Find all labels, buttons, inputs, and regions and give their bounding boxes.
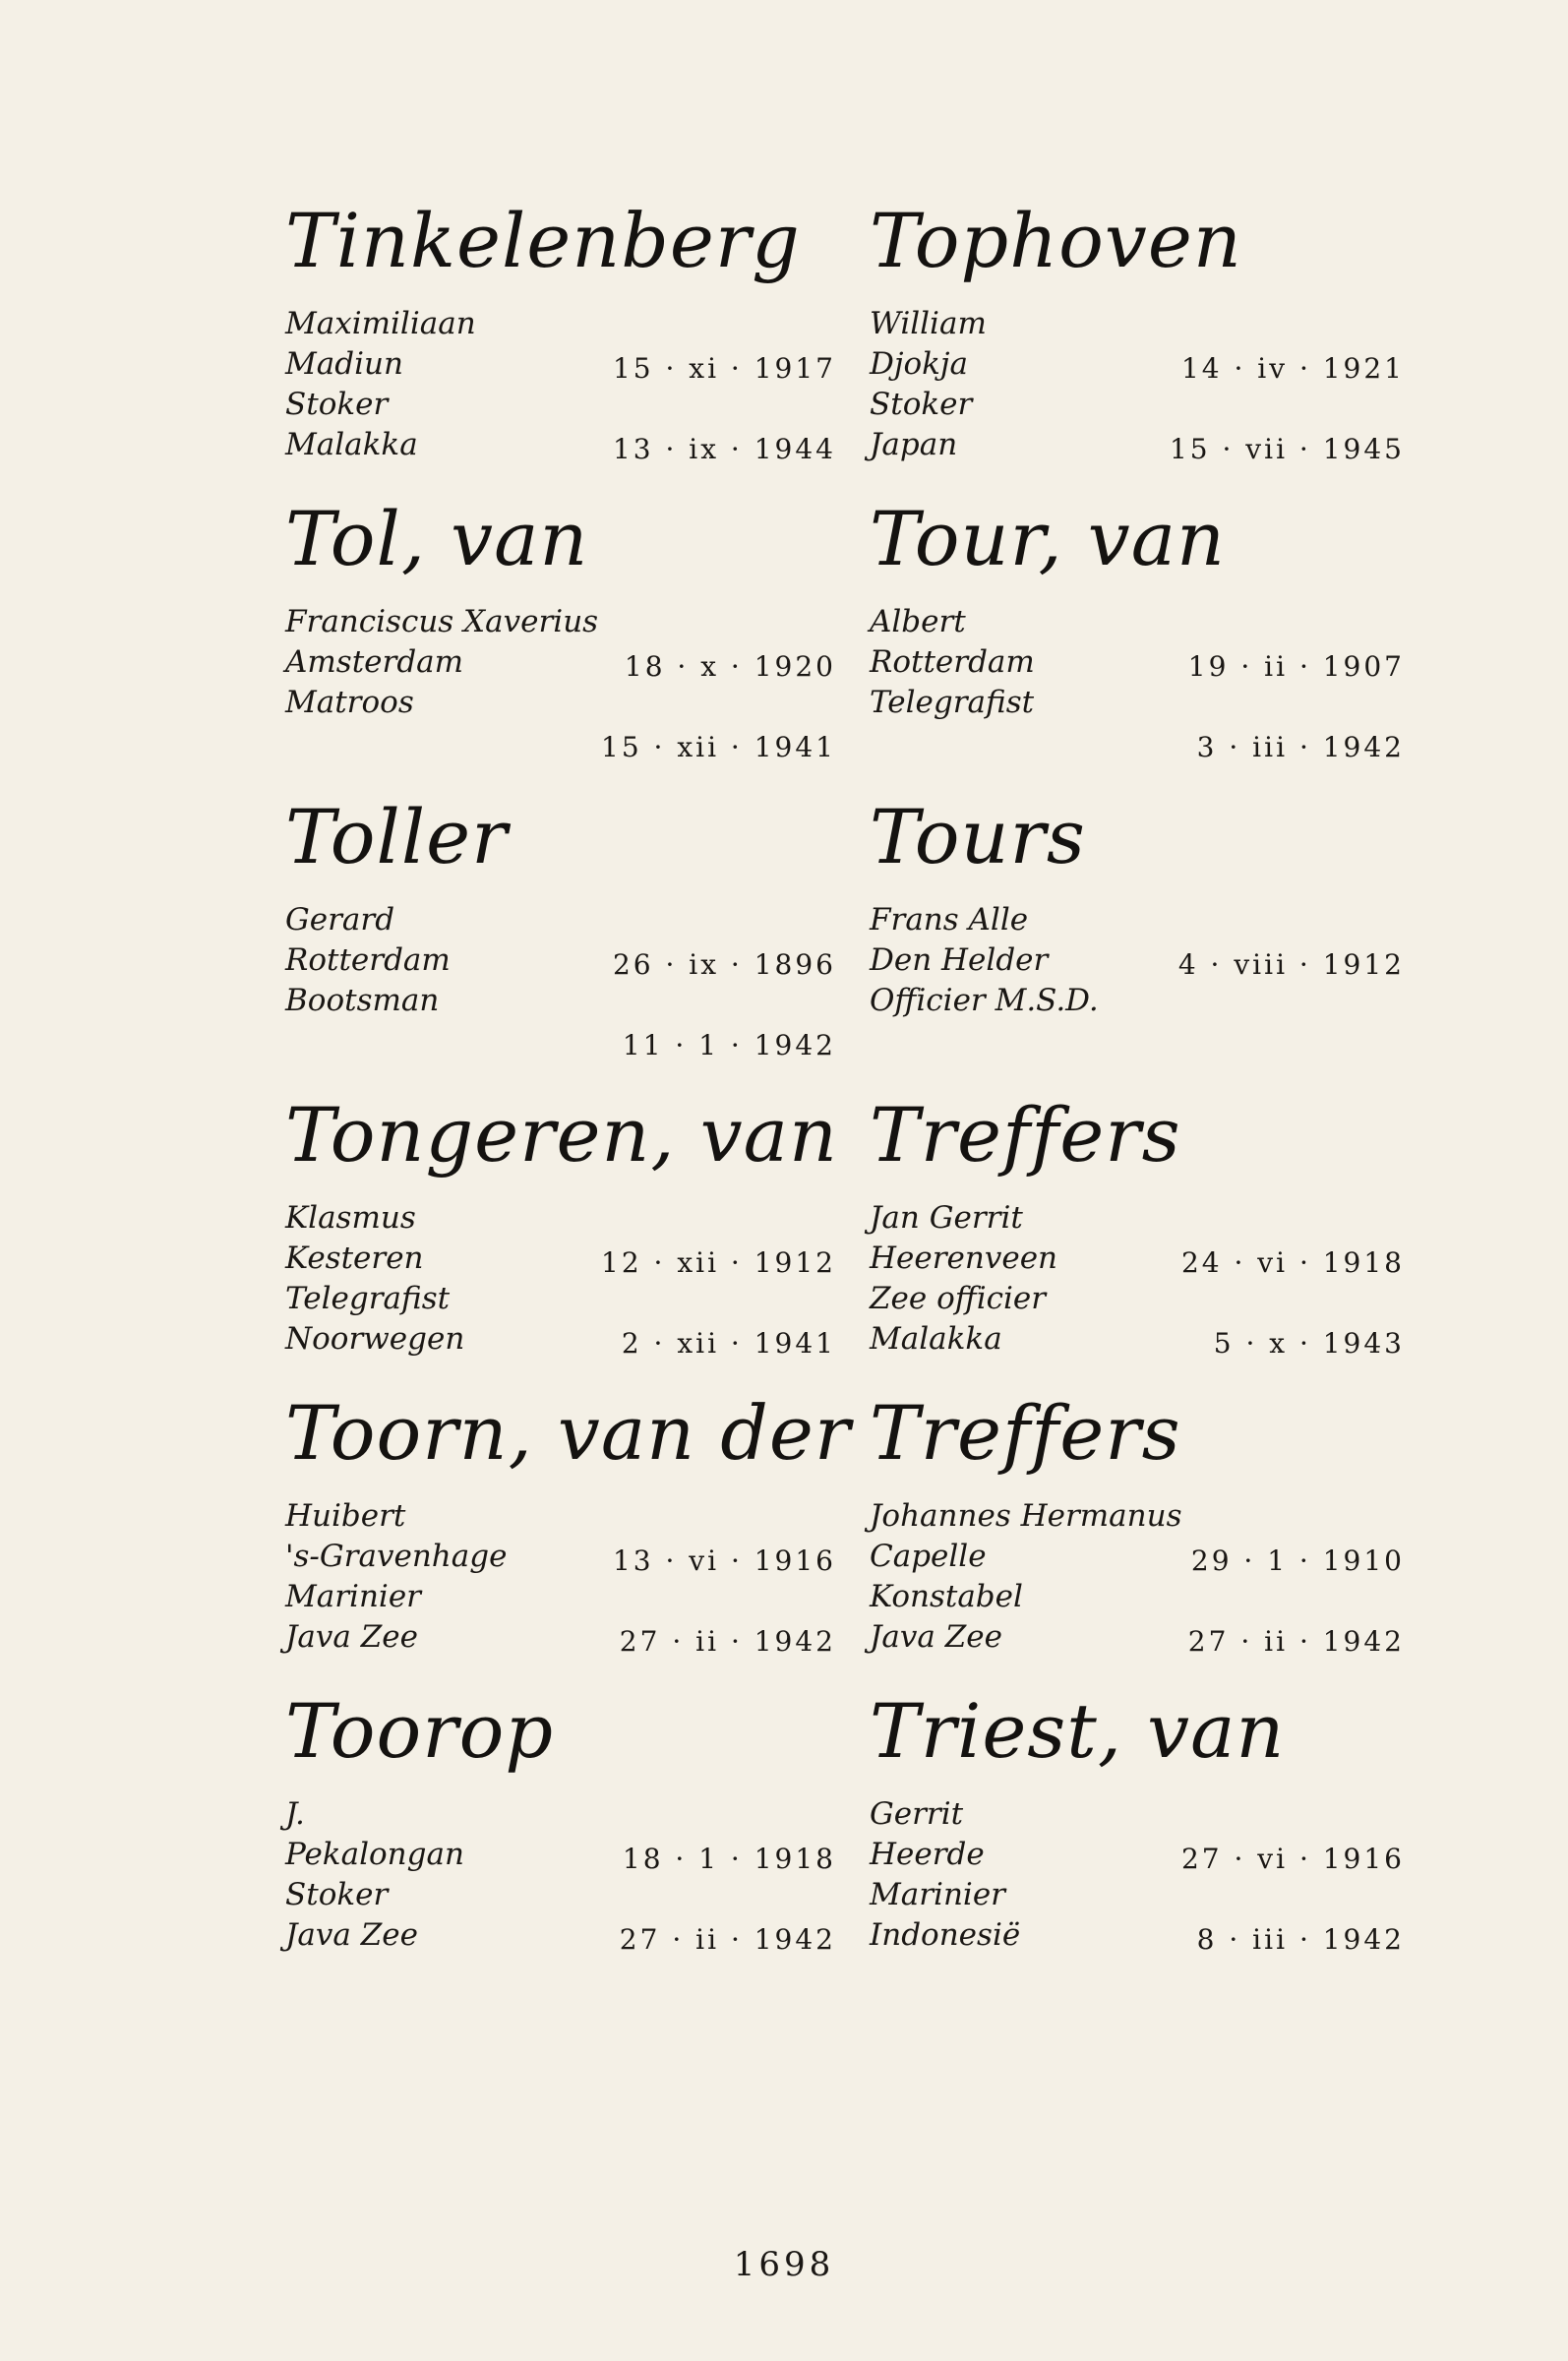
surname: Toller	[285, 793, 509, 880]
detail-line	[870, 1279, 1401, 1319]
detail-line	[285, 1319, 836, 1360]
detail-line	[870, 425, 1405, 465]
detail-line	[285, 1279, 836, 1319]
death-date: 27 · ii · 1942	[619, 1923, 836, 1956]
detail-line	[870, 1915, 1405, 1956]
surname: Treffers	[870, 1091, 1181, 1179]
surname: Triest, van	[870, 1687, 1286, 1775]
birth-date: 19 · ii · 1907	[1187, 650, 1405, 683]
detail-line	[870, 1319, 1405, 1360]
birth-date: 26 · ix · 1896	[612, 948, 836, 981]
detail-line	[285, 723, 836, 763]
death-date: 27 · ii · 1942	[1187, 1625, 1405, 1658]
entry-details	[870, 304, 1405, 465]
detail-line	[870, 1239, 1405, 1279]
place-of-death: Malakka	[285, 427, 418, 462]
memorial-entry	[285, 490, 836, 785]
page-number: 1698	[733, 2245, 835, 2284]
death-date: 13 · ix · 1944	[612, 433, 836, 465]
place-of-death: Japan	[870, 427, 958, 462]
detail-line	[870, 1875, 1401, 1915]
detail-line	[285, 1915, 836, 1956]
surname: Toorn, van der	[285, 1389, 852, 1477]
detail-line	[285, 425, 836, 465]
birthplace: Heerenveen	[870, 1241, 1058, 1276]
detail-line	[870, 344, 1405, 385]
birthplace: Madiun	[285, 346, 403, 382]
entry-details	[870, 1496, 1405, 1658]
entry-details	[285, 1496, 836, 1658]
detail-line	[870, 1198, 1401, 1239]
entry-details	[285, 1794, 836, 1956]
rank: Zee officier	[870, 1281, 1047, 1316]
given-names: Klasmus	[285, 1200, 416, 1236]
memorial-entry	[870, 1384, 1405, 1679]
birth-date: 27 · vi · 1916	[1180, 1843, 1405, 1875]
surname: Tinkelenberg	[285, 197, 801, 284]
given-names: Gerard	[285, 902, 395, 938]
death-date: 15 · vii · 1945	[1169, 433, 1405, 465]
detail-line	[285, 940, 836, 981]
surname: Tol, van	[285, 495, 589, 582]
birth-date: 18 · 1 · 1918	[622, 1843, 836, 1875]
entry-details	[285, 602, 836, 763]
detail-line	[870, 642, 1405, 683]
entry-details	[285, 900, 836, 1061]
detail-line	[285, 642, 836, 683]
birthplace: 's-Gravenhage	[285, 1539, 508, 1574]
detail-line	[285, 1021, 836, 1061]
death-date: 3 · iii · 1942	[1196, 731, 1405, 763]
birth-date: 14 · iv · 1921	[1180, 352, 1405, 385]
detail-line	[285, 1794, 836, 1835]
given-names: Maximiliaan	[285, 306, 476, 341]
death-date: 27 · ii · 1942	[619, 1625, 836, 1658]
birthplace: Heerde	[870, 1837, 985, 1872]
given-names: Albert	[870, 604, 966, 639]
rank: Telegrafist	[870, 685, 1035, 720]
given-names: Jan Gerrit	[870, 1200, 1023, 1236]
place-of-death: Malakka	[870, 1321, 1002, 1357]
detail-line	[870, 940, 1405, 981]
detail-line	[870, 385, 1401, 425]
detail-line	[285, 1198, 836, 1239]
surname: Tours	[870, 793, 1086, 880]
detail-line	[870, 900, 1401, 940]
rank: Stoker	[285, 387, 389, 422]
memorial-entry	[285, 1682, 836, 1977]
detail-line	[870, 1617, 1405, 1658]
detail-line	[285, 1875, 836, 1915]
place-of-death: Indonesië	[870, 1917, 1021, 1953]
birth-date: 12 · xii · 1912	[601, 1246, 836, 1279]
death-date: 15 · xii · 1941	[601, 731, 836, 763]
birth-date: 15 · xi · 1917	[612, 352, 836, 385]
birthplace: Rotterdam	[870, 644, 1035, 680]
entry-details	[870, 602, 1405, 763]
memorial-entry	[285, 192, 836, 487]
rank: Marinier	[285, 1579, 422, 1614]
detail-line	[870, 723, 1405, 763]
death-date: 8 · iii · 1942	[1196, 1923, 1405, 1956]
memorial-entry	[870, 1086, 1405, 1381]
detail-line	[285, 304, 836, 344]
memorial-entry	[285, 788, 836, 1083]
rank: Konstabel	[870, 1579, 1023, 1614]
birth-date: 4 · viii · 1912	[1177, 948, 1405, 981]
detail-line	[870, 1835, 1405, 1875]
detail-line	[870, 1021, 1401, 1061]
surname: Tophoven	[870, 197, 1242, 284]
surname: Tour, van	[870, 495, 1226, 582]
memorial-entry	[285, 1384, 852, 1679]
birthplace: Rotterdam	[285, 942, 451, 978]
memorial-entry	[285, 1086, 836, 1381]
detail-line	[870, 602, 1401, 642]
birthplace: Amsterdam	[285, 644, 464, 680]
detail-line	[870, 1577, 1401, 1617]
entry-details	[285, 1198, 836, 1360]
detail-line	[870, 683, 1401, 723]
place-of-death: Noorwegen	[285, 1321, 465, 1357]
surname: Treffers	[870, 1389, 1181, 1477]
given-names: Franciscus Xaverius	[285, 604, 599, 639]
place-of-death: Java Zee	[285, 1619, 418, 1655]
given-names: Gerrit	[870, 1796, 964, 1832]
detail-line	[870, 1496, 1401, 1537]
given-names: Huibert	[285, 1498, 406, 1534]
detail-line	[870, 1537, 1405, 1577]
given-names: J.	[285, 1796, 305, 1832]
detail-line	[870, 981, 1401, 1021]
rank: Bootsman	[285, 983, 440, 1018]
detail-line	[285, 981, 836, 1021]
detail-line	[285, 1577, 836, 1617]
rank: Stoker	[285, 1877, 389, 1912]
detail-line	[870, 304, 1401, 344]
surname: Tongeren, van	[285, 1091, 838, 1179]
memorial-entry	[870, 490, 1405, 785]
rank: Marinier	[870, 1877, 1006, 1912]
memorial-entry	[870, 788, 1405, 1083]
death-date: 2 · xii · 1941	[621, 1327, 836, 1360]
birthplace: Pekalongan	[285, 1837, 464, 1872]
rank: Matroos	[285, 685, 414, 720]
detail-line	[285, 900, 836, 940]
death-date: 5 · x · 1943	[1213, 1327, 1405, 1360]
detail-line	[285, 344, 836, 385]
birthplace: Capelle	[870, 1539, 987, 1574]
birth-date: 13 · vi · 1916	[612, 1544, 836, 1577]
birthplace: Den Helder	[870, 942, 1049, 978]
birthplace: Djokja	[870, 346, 969, 382]
detail-line	[285, 1496, 836, 1537]
entry-details	[870, 900, 1405, 1061]
rank: Officier M.S.D.	[870, 983, 1099, 1018]
surname: Toorop	[285, 1687, 555, 1775]
death-date: 11 · 1 · 1942	[622, 1029, 836, 1061]
birth-date: 18 · x · 1920	[624, 650, 836, 683]
detail-line	[285, 1537, 836, 1577]
entry-details	[870, 1198, 1405, 1360]
given-names: Frans Alle	[870, 902, 1029, 938]
entry-details	[285, 304, 836, 465]
given-names: William	[870, 306, 987, 341]
place-of-death: Java Zee	[285, 1917, 418, 1953]
entry-details	[870, 1794, 1405, 1956]
memorial-entry	[870, 192, 1405, 487]
given-names: Johannes Hermanus	[870, 1498, 1182, 1534]
birth-date: 24 · vi · 1918	[1180, 1246, 1405, 1279]
detail-line	[285, 602, 836, 642]
rank: Stoker	[870, 387, 973, 422]
birthplace: Kesteren	[285, 1241, 424, 1276]
detail-line	[285, 1239, 836, 1279]
detail-line	[870, 1794, 1401, 1835]
detail-line	[285, 1835, 836, 1875]
detail-line	[285, 683, 836, 723]
rank: Telegrafist	[285, 1281, 451, 1316]
detail-line	[285, 385, 836, 425]
detail-line	[285, 1617, 836, 1658]
birth-date: 29 · 1 · 1910	[1190, 1544, 1405, 1577]
memorial-entry	[870, 1682, 1405, 1977]
place-of-death: Java Zee	[870, 1619, 1002, 1655]
